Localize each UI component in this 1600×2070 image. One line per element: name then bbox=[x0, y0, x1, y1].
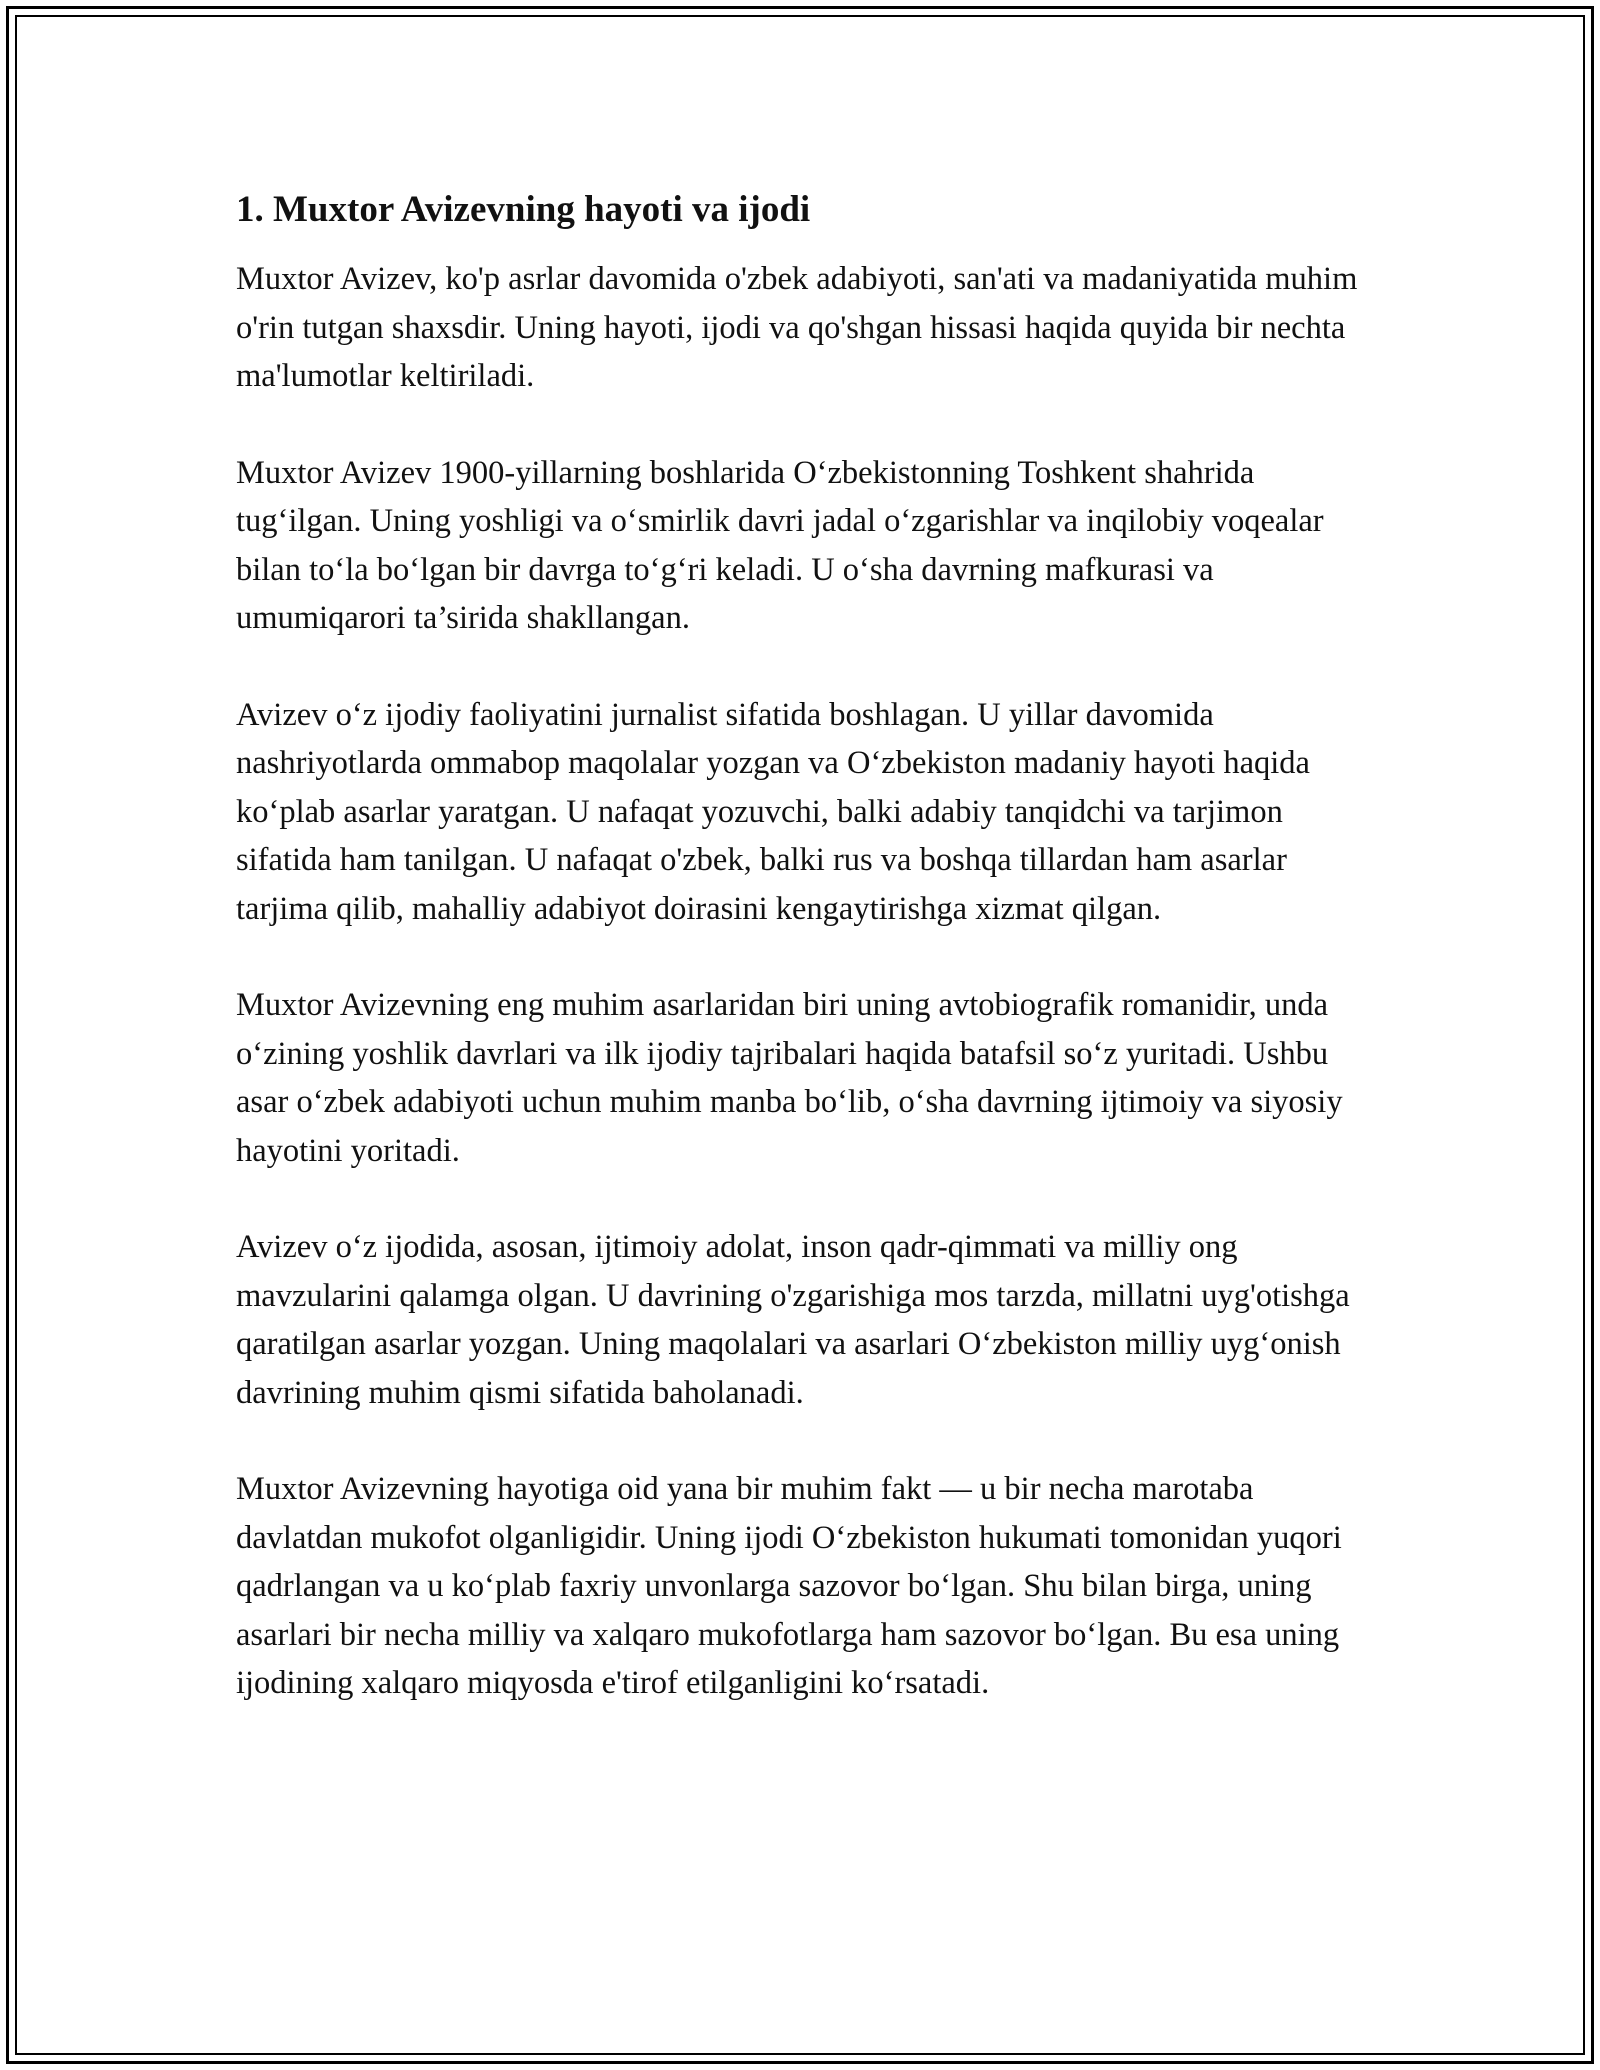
paragraph-intro: Muxtor Avizev, ko'p asrlar davomida o'zbek adabiyoti, san'ati va madaniyatida muhim o'rin tutgan shaxsdir. Uning hayoti, ijodi va qo'shgan hissasi haqida quyida bir nechta ma'lumotlar keltiriladi. bbox=[236, 261, 1358, 394]
paragraph-early-life: Muxtor Avizev 1900-yillarning boshlarida O‘zbekistonning Toshkent shahrida tug‘ilgan. Uning yoshligi va o‘smirlik davri jadal o‘zgarishlar va inqilobiy voqealar bilan to‘la bo‘lgan bir davrga to‘g‘ri keladi. U o‘sha davrning mafkurasi va umumiqarori ta’sirida shakllangan. bbox=[236, 454, 1324, 636]
paragraph-career: Avizev o‘z ijodiy faoliyatini jurnalist sifatida boshlagan. U yillar davomida nashriyotlarda ommabop maqolalar yozgan va O‘zbekiston madaniy hayoti haqida ko‘plab asarlar yaratgan. U nafaqat yozuvchi, balki adabiy tanqidchi va tarjimon sifatida ham tanilgan. U nafaqat o'zbek, balki rus va boshqa tillardan ham asarlar tarjima qilib, mahalliy adabiyot doirasini kengaytirishga xizmat qilgan. bbox=[236, 696, 1310, 927]
paragraph-awards: Muxtor Avizevning hayotiga oid yana bir muhim fakt — u bir necha marotaba davlatdan mukofot olganligidir. Uning ijodi O‘zbekiston hukumati tomonidan yuqori qadrlangan va u ko‘plab faxriy unvonlarga sazovor bo‘lgan. Shu bilan birga, uning asarlari bir necha milliy va xalqaro mukofotlarga ham sazovor bo‘lgan. Bu esa uning ijodining xalqaro miqyosda e'tirof etilganligini ko‘rsatadi. bbox=[236, 1471, 1342, 1701]
section-title: 1. Muxtor Avizevning hayoti va ijodi bbox=[236, 189, 811, 230]
document-body bbox=[236, 188, 1386, 1708]
paragraph-major-work: Muxtor Avizevning eng muhim asarlaridan biri uning avtobiografik romanidir, unda o‘zining yoshlik davrlari va ilk ijodiy tajribalari haqida batafsil so‘z yuritadi. Ushbu asar o‘zbek adabiyoti uchun muhim manba bo‘lib, o‘sha davrning ijtimoiy va siyosiy hayotini yoritadi. bbox=[236, 987, 1343, 1169]
paragraph-themes: Avizev o‘z ijodida, asosan, ijtimoiy adolat, inson qadr-qimmati va milliy ong mavzularini qalamga olgan. U davrining o'zgarishiga mos tarzda, millatni uyg'otishga qaratilgan asarlar yozgan. Uning maqolalari va asarlari O‘zbekiston milliy uyg‘onish davrining muhim qismi sifatida baholanadi. bbox=[236, 1229, 1350, 1411]
